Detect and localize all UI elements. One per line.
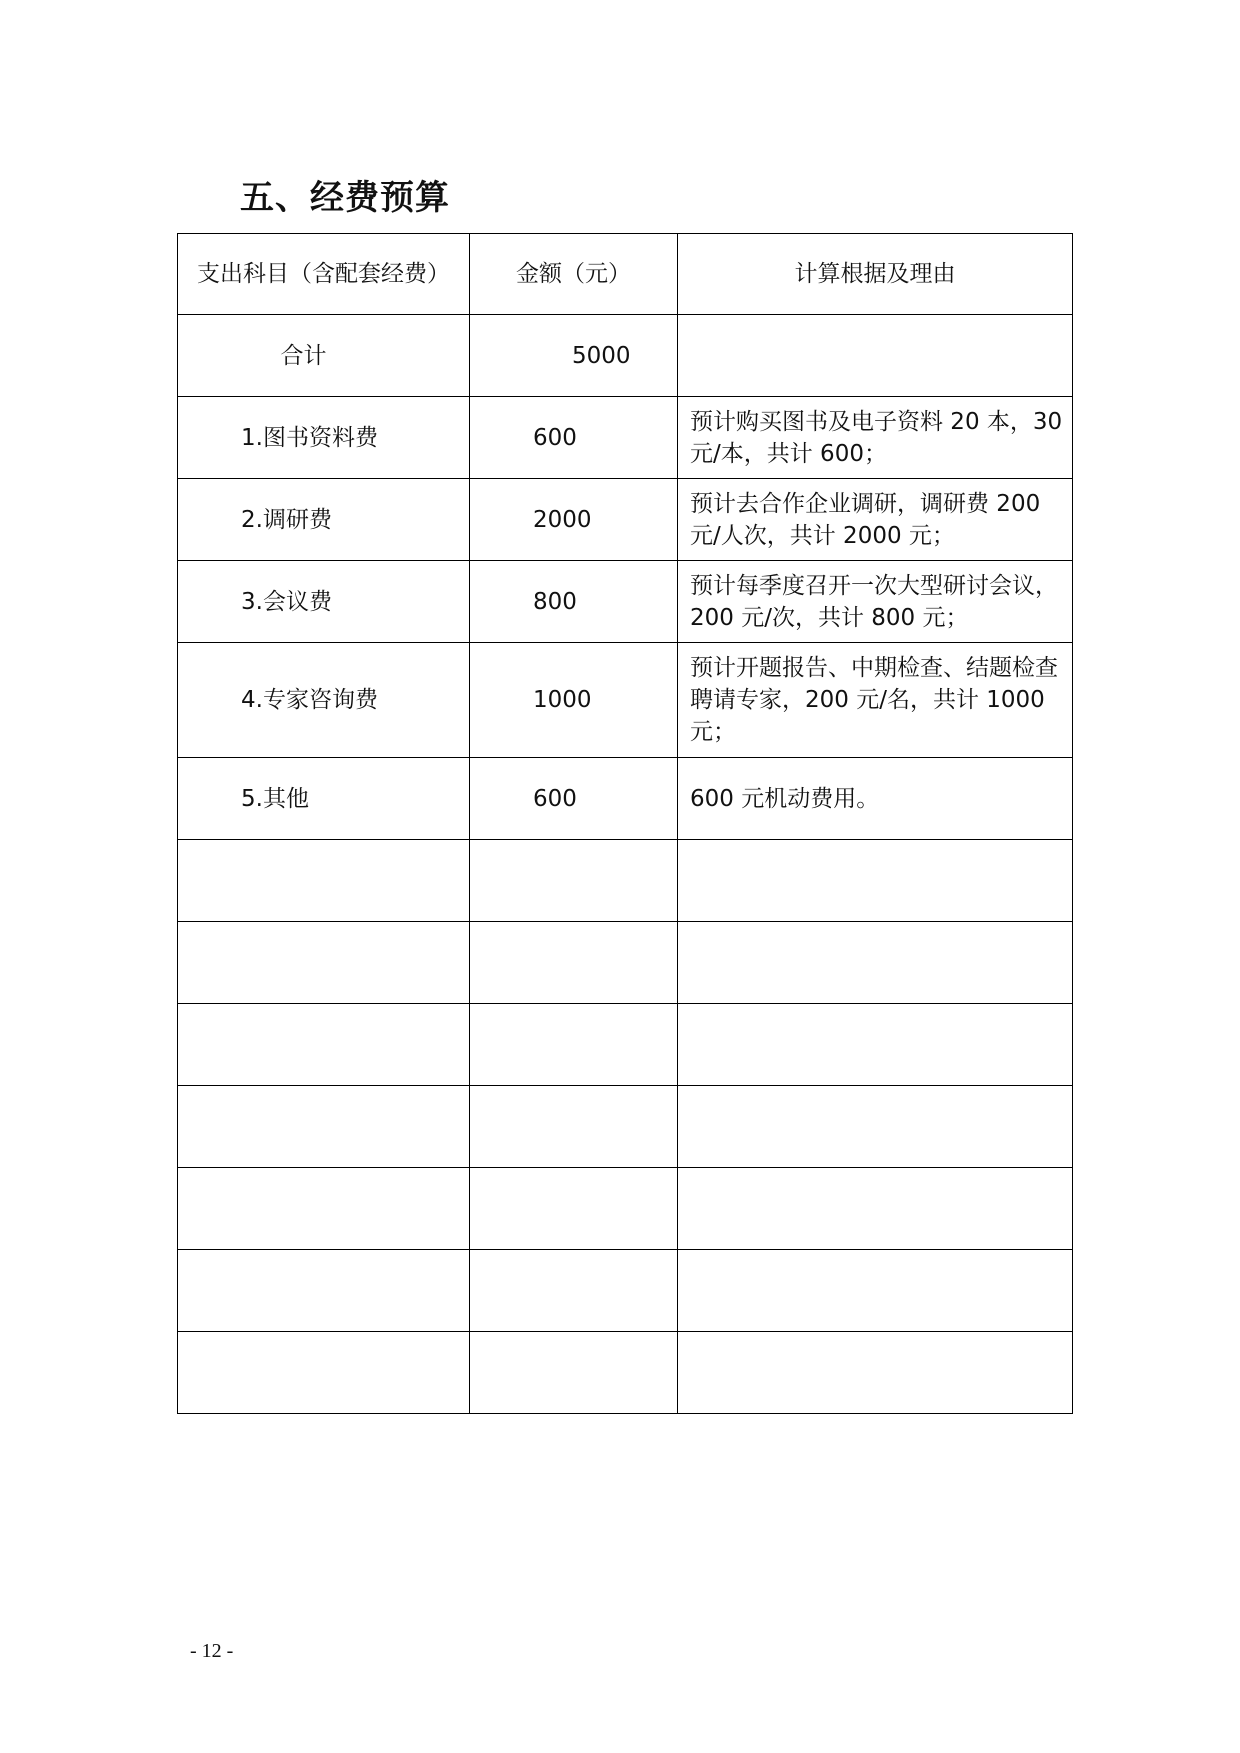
row-amount: 2000: [470, 479, 678, 561]
table-row: [178, 479, 1073, 561]
total-reason: [678, 315, 1073, 397]
header-reason: 计算根据及理由: [678, 234, 1073, 315]
empty-cell: [678, 840, 1073, 922]
table-row: [178, 561, 1073, 643]
row-reason: 预计购买图书及电子资料 20 本，30 元/本，共计 600；: [678, 397, 1073, 479]
row-item: 1.图书资料费: [178, 397, 470, 479]
row-reason: 预计每季度召开一次大型研讨会议，200 元/次，共计 800 元；: [678, 561, 1073, 643]
empty-cell: [678, 922, 1073, 1004]
total-row: [178, 315, 1073, 397]
empty-row: [178, 1332, 1073, 1414]
empty-cell: [178, 922, 470, 1004]
empty-cell: [470, 840, 678, 922]
row-reason: 预计去合作企业调研，调研费 200 元/人次，共计 2000 元；: [678, 479, 1073, 561]
table-row: [178, 758, 1073, 840]
empty-cell: [678, 1086, 1073, 1168]
row-item: 2.调研费: [178, 479, 470, 561]
empty-cell: [178, 1250, 470, 1332]
row-amount: 600: [470, 397, 678, 479]
empty-row: [178, 922, 1073, 1004]
row-item: 4.专家咨询费: [178, 643, 470, 758]
row-item: 3.会议费: [178, 561, 470, 643]
budget-table: [177, 233, 1073, 1414]
empty-cell: [470, 1086, 678, 1168]
empty-row: [178, 840, 1073, 922]
empty-rows: [178, 840, 1073, 1414]
page-number: - 12 -: [190, 1640, 234, 1662]
empty-row: [178, 1168, 1073, 1250]
empty-cell: [178, 1086, 470, 1168]
empty-cell: [470, 1250, 678, 1332]
table-row: [178, 397, 1073, 479]
row-amount: 1000: [470, 643, 678, 758]
empty-cell: [178, 1332, 470, 1414]
empty-cell: [678, 1168, 1073, 1250]
row-reason: 600 元机动费用。: [678, 758, 1073, 840]
table-row: [178, 643, 1073, 758]
empty-row: [178, 1086, 1073, 1168]
empty-cell: [470, 1168, 678, 1250]
total-label: 合计: [178, 315, 470, 397]
total-amount: 5000: [470, 315, 678, 397]
header-item: 支出科目（含配套经费）: [178, 234, 470, 315]
row-amount: 600: [470, 758, 678, 840]
empty-cell: [178, 1168, 470, 1250]
empty-cell: [470, 1332, 678, 1414]
row-item: 5.其他: [178, 758, 470, 840]
empty-cell: [470, 922, 678, 1004]
empty-row: [178, 1250, 1073, 1332]
header-amount: 金额（元）: [470, 234, 678, 315]
empty-cell: [178, 1004, 470, 1086]
empty-cell: [678, 1004, 1073, 1086]
empty-cell: [678, 1332, 1073, 1414]
table-header-row: [178, 234, 1073, 315]
section-title: 五、经费预算: [240, 178, 450, 218]
row-reason: 预计开题报告、中期检查、结题检查聘请专家，200 元/名，共计 1000 元；: [678, 643, 1073, 758]
empty-row: [178, 1004, 1073, 1086]
empty-cell: [178, 840, 470, 922]
empty-cell: [470, 1004, 678, 1086]
empty-cell: [678, 1250, 1073, 1332]
row-amount: 800: [470, 561, 678, 643]
